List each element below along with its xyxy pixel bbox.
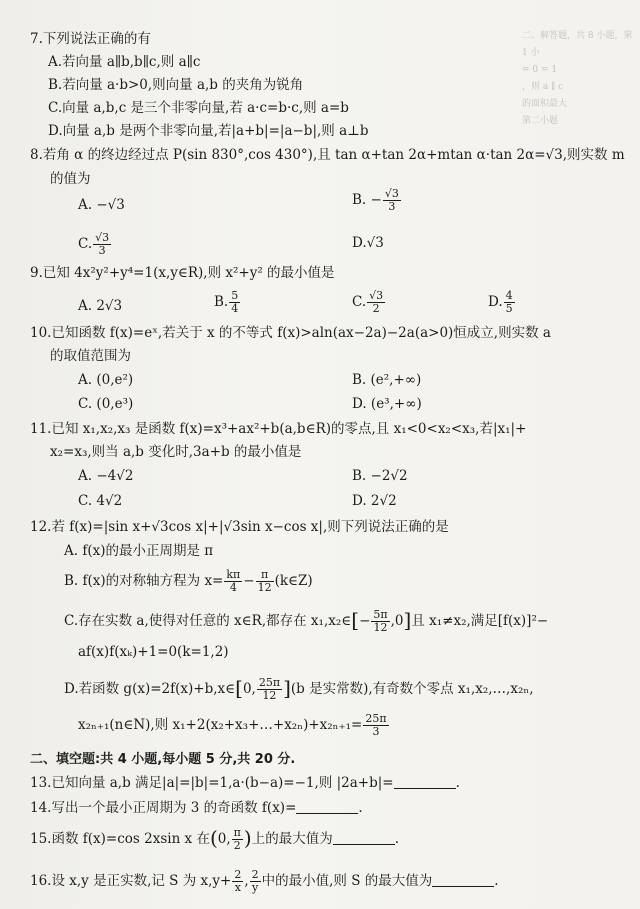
q9-option-c: C. $\frac{√3}{2}$: [352, 289, 384, 315]
q7-stem: 7.下列说法正确的有: [30, 31, 151, 47]
q10-stem-line2: 的取值范围为: [50, 348, 131, 364]
q14-answer-blank[interactable]: [296, 801, 358, 814]
q11-stem-line1: 11.已知 x₁,x₂,x₃ 是函数 f(x)=x³+ax²+b(a,b∈R)的零点,且 x₁<0<x₂<x₃,若|x₁|+: [30, 421, 527, 437]
q9-option-b: B. $\frac{5}{4}$: [214, 289, 239, 315]
q15-answer-blank[interactable]: [333, 832, 395, 845]
q12-option-d-line2: x₂ₙ₊₁(n∈N),则 x₁+2(x₂+x₃+…+x₂ₙ)+x₂ₙ₊₁= $\frac{25\pi}{3}$: [78, 712, 387, 738]
q8-option-d: D.√3: [352, 235, 384, 251]
q9-option-d: D. $\frac{4}{5}$: [488, 289, 513, 315]
q7-option-b: B.若向量 a·b>0,则向量 a,b 的夹角为锐角: [48, 77, 304, 93]
q7-option-c: C.向量 a,b,c 是三个非零向量,若 a·c=b·c,则 a=b: [48, 100, 349, 116]
q10-option-b: B. (e²,+∞): [352, 372, 422, 388]
q10-stem-line1: 10.已知函数 f(x)=eˣ,若关于 x 的不等式 f(x)>aln(ax−2a)−2a(a>0)恒成立,则实数 a: [30, 325, 551, 341]
q14: 14.写出一个最小正周期为 3 的奇函数 f(x)= .: [30, 800, 363, 816]
q8-stem-line1: 8.若角 α 的终边经过点 P(sin 830°,cos 430°),且 tan α+tan 2α+mtan α·tan 2α=√3,则实数 m: [30, 147, 625, 163]
q8-option-a: A. −√3: [78, 197, 125, 213]
q10-option-c: C. (0,e³): [78, 396, 134, 412]
q11-option-a: A. −4√2: [78, 468, 134, 484]
q11-option-d: D. 2√2: [352, 493, 397, 509]
q16: 16.设 x,y 是正实数,记 S 为 x,y+ $\frac{2}{x}$ , $\frac{2}{y}$ 中的最小值,则 S 的最大值为 .: [30, 868, 499, 894]
q10-option-d: D. (e³,+∞): [352, 396, 422, 412]
q12-option-c-line2: af(x)f(xₖ)+1=0(k=1,2): [78, 644, 229, 660]
q15: 15.函数 f(x)=cos 2xsin x 在(0, $\frac{\pi}{2}$ )上的最大值为 .: [30, 826, 400, 852]
q9-stem: 9.已知 4x²y²+y⁴=1(x,y∈R),则 x²+y² 的最小值是: [30, 265, 335, 281]
q11-stem-line2: x₂=x₃,则当 a,b 变化时,3a+b 的最小值是: [50, 444, 302, 460]
q12-option-a: A. f(x)的最小正周期是 π: [64, 543, 214, 559]
q8-option-b: B. − $\frac{√3}{3}$: [352, 187, 399, 213]
q12-option-d: D.若函数 g(x)=2f(x)+b,x∈[0, $\frac{25\pi}{12}$ ](b 是实常数),有奇数个零点 x₁,x₂,…,x₂ₙ,: [64, 676, 534, 702]
q12-option-b: B. f(x)的对称轴方程为 x= $\frac{k\pi}{4}$ − $\frac{\pi}{12}$ (k∈Z): [64, 568, 313, 594]
q10-option-a: A. (0,e²): [78, 372, 134, 388]
q13: 13.已知向量 a,b 满足|a|=|b|=1,a·(b−a)=−1,则 |2a+b|= .: [30, 775, 460, 791]
bleed-through-text: 二、解答题，共 8 小题，第 1 小 = 0 = 1 ，则 a ∥ c 的面积最大 第二小题: [522, 31, 633, 126]
section-2-heading: 二、填空题:共 4 小题,每小题 5 分,共 20 分.: [30, 752, 296, 767]
q13-answer-blank[interactable]: [394, 776, 456, 789]
q8-option-c: C. $\frac{√3}{3}$: [78, 231, 110, 257]
q11-option-b: B. −2√2: [352, 468, 408, 484]
q7-option-d: D.向量 a,b 是两个非零向量,若|a+b|=|a−b|,则 a⊥b: [48, 123, 369, 139]
q16-answer-blank[interactable]: [432, 874, 494, 887]
q8-stem-line2: 的值为: [50, 171, 91, 187]
q9-option-a: A. 2√3: [78, 298, 123, 314]
q11-option-c: C. 4√2: [78, 493, 123, 509]
q12-option-c: C.存在实数 a,使得对任意的 x∈R,都存在 x₁,x₂∈[− $\frac{5\pi}{12}$ ,0]且 x₁≠x₂,满足[f(x)]²−: [64, 608, 549, 634]
q7-option-a: A.若向量 a∥b,b∥c,则 a∥c: [48, 54, 201, 70]
q12-stem: 12.若 f(x)=|sin x+√3cos x|+|√3sin x−cos x|,则下列说法正确的是: [30, 519, 449, 535]
